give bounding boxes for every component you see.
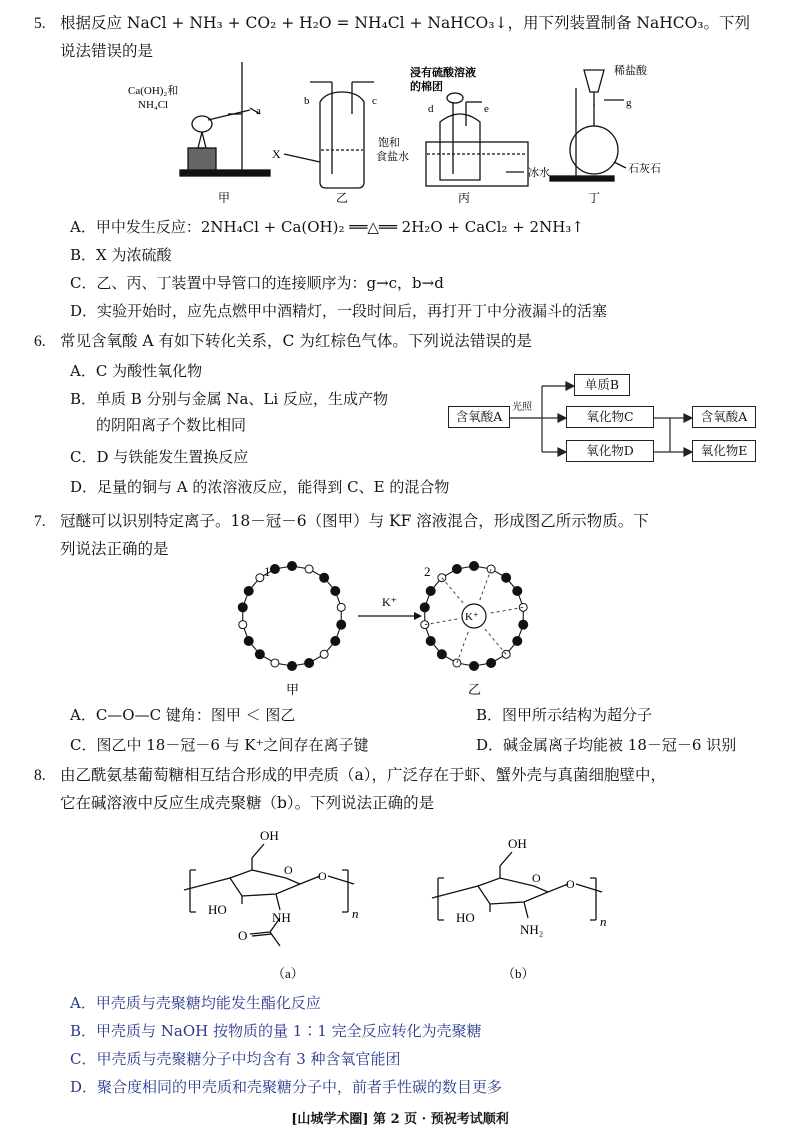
oxygen-atom: [239, 621, 247, 629]
q5-option-b: B．X 为浓硫酸: [70, 246, 172, 264]
q5-label-b: b: [304, 95, 310, 107]
q7-crown-ether-figure: [230, 560, 560, 700]
q5-apparatus-figure: [110, 62, 700, 210]
oxygen-atom: [438, 574, 446, 582]
q5-label-brine2: 食盐水: [376, 151, 409, 163]
q6-option-d: D．足量的铜与 A 的浓溶液反应，能得到 C、E 的混合物: [70, 478, 450, 496]
carbon-atom: [502, 573, 511, 582]
q8-structures-figure: [176, 818, 636, 984]
q5-label-X: X: [272, 147, 281, 161]
q7-center-kplus: K⁺: [465, 611, 479, 623]
q8b-ho: HO: [456, 910, 475, 925]
carbon-atom: [452, 565, 461, 574]
q6-option-b: B．单质 B 分别与金属 Na、Li 反应，生成产物: [70, 390, 388, 408]
coordination-bond: [489, 607, 523, 613]
q5-label-hcl: 稀盐酸: [614, 65, 647, 77]
q5-caption-bing: 丙: [458, 191, 471, 205]
oxygen-atom: [320, 650, 328, 658]
q6-option-b-cont: 的阴阳离子个数比相同: [96, 416, 247, 434]
carbon-atom: [487, 658, 496, 667]
q7-number: 7.: [34, 513, 46, 530]
q7-caption-jia: 甲: [286, 682, 300, 697]
q8-caption-b: （b）: [502, 966, 535, 981]
oxygen-atom: [502, 650, 510, 658]
q8a-carbonyl-o: O: [238, 928, 248, 943]
carbon-atom: [331, 587, 340, 596]
q6-box-oxide-c: 氧化物C: [566, 406, 654, 428]
q5-label-limestone: 石灰石: [628, 163, 661, 175]
coordination-bond: [457, 630, 469, 663]
q7-arrow-kplus: K⁺: [382, 595, 397, 609]
carbon-atom: [288, 662, 297, 671]
q5-label-e: e: [484, 103, 489, 115]
q5-label-jia-reagent2: NH₄Cl: [138, 99, 169, 111]
q6-box-acid-a: 含氧酸A: [448, 406, 510, 428]
carbon-atom: [288, 562, 297, 571]
q5-option-d: D．实验开始时，应先点燃甲中酒精灯，一段时间后，再打开丁中分液漏斗的活塞: [70, 302, 608, 320]
oxygen-atom: [256, 574, 264, 582]
coordination-bond: [479, 569, 491, 602]
carbon-atom: [426, 637, 435, 646]
q8a-link-o: O: [318, 869, 327, 883]
q6-box-oxide-d: 氧化物D: [566, 440, 654, 462]
q6-box-element-b: 单质B: [574, 374, 630, 396]
q5-stem-line2: 说法错误的是: [60, 42, 154, 60]
q8b-link-o: O: [566, 877, 575, 891]
q5-number: 5.: [34, 15, 46, 32]
q8-option-a: A．甲壳质与壳聚糖均能发生酯化反应: [70, 994, 321, 1012]
carbon-atom: [470, 562, 479, 571]
q8b-oh: OH: [508, 836, 527, 851]
carbon-atom: [238, 603, 247, 612]
carbon-atom: [519, 620, 528, 629]
q5-option-a: A．甲中发生反应：2NH₄Cl + Ca(OH)₂ ══△══ 2H₂O + CaCl₂ + 2NH₃↑: [70, 218, 584, 236]
q7-option-d: D．碱金属离子均能被 18－冠－6 识别: [476, 736, 737, 754]
carbon-atom: [426, 587, 435, 596]
q6-option-c: C．D 与铁能发生置换反应: [70, 448, 249, 466]
q5-label-brine1: 饱和: [378, 137, 400, 149]
coordination-bond: [425, 619, 459, 625]
carbon-atom: [420, 603, 429, 612]
q8a-ho: HO: [208, 902, 227, 917]
carbon-atom: [513, 587, 522, 596]
q8-option-c: C．甲壳质与壳聚糖分子中均含有 3 种含氧官能团: [70, 1050, 401, 1068]
q8-stem-line2: 它在碱溶液中反应生成壳聚糖（b）。下列说法正确的是: [60, 794, 435, 812]
carbon-atom: [331, 637, 340, 646]
page-footer: [山城学术圈] 第 2 页 · 预祝考试顺利: [291, 1112, 509, 1127]
q5-label-d: d: [428, 103, 434, 115]
q7-option-b: B．图甲所示结构为超分子: [476, 706, 653, 724]
q5-label-cotton1: 浸有硫酸溶液: [410, 67, 476, 79]
carbon-atom: [337, 620, 346, 629]
carbon-atom: [244, 587, 253, 596]
coordination-bond: [442, 578, 464, 605]
q7-stem-line1: 冠醚可以识别特定离子。18－冠－6（图甲）与 KF 溶液混合，形成图乙所示物质。下: [60, 512, 649, 530]
carbon-atom: [470, 662, 479, 671]
q7-stem-line2: 列说法正确的是: [60, 540, 169, 558]
carbon-atom: [305, 658, 314, 667]
carbon-atom: [513, 637, 522, 646]
q5-label-a: a: [256, 105, 261, 117]
q5-label-cotton2: 的棉团: [410, 81, 443, 93]
crown-ether-ring-jia: [238, 562, 345, 671]
q6-number: 6.: [34, 333, 46, 350]
q8a-n-subscript: n: [352, 906, 359, 921]
oxygen-atom: [305, 565, 313, 573]
q5-caption-ding: 丁: [588, 191, 601, 205]
q5-option-c: C．乙、丙、丁装置中导管口的连接顺序为：g→c，b→d: [70, 274, 444, 292]
q6-stem: 常见含氧酸 A 有如下转化关系，C 为红棕色气体。下列说法错误的是: [60, 332, 532, 350]
q6-option-a: A．C 为酸性氧化物: [70, 362, 203, 380]
q8b-ring-o: O: [532, 871, 541, 885]
q8-option-b: B．甲壳质与 NaOH 按物质的量 1∶1 完全反应转化为壳聚糖: [70, 1022, 482, 1040]
q8b-n-subscript: n: [600, 914, 607, 929]
q5-caption-yi: 乙: [336, 191, 349, 205]
oxygen-atom: [271, 659, 279, 667]
q5-label-c: c: [372, 95, 377, 107]
q7-option-a: A．C—O—C 键角：图甲 ＜ 图乙: [70, 706, 296, 724]
carbon-atom: [320, 573, 329, 582]
q5-label-icewater: 冰水: [528, 167, 550, 179]
q8b-nh2: NH₂: [520, 922, 544, 937]
oxygen-atom: [337, 603, 345, 611]
q7-label-1: 1: [264, 564, 271, 579]
q6-box-oxide-e: 氧化物E: [692, 440, 756, 462]
q5-caption-jia: 甲: [218, 191, 231, 205]
q6-box-acid-a2: 含氧酸A: [692, 406, 756, 428]
q8-number: 8.: [34, 767, 46, 784]
q7-caption-yi: 乙: [468, 682, 482, 697]
q5-stem-line1: 根据反应 NaCl + NH₃ + CO₂ + H₂O = NH₄Cl + NaHCO₃↓，用下列装置制备 NaHCO₃。下列: [60, 14, 750, 32]
q8a-oh: OH: [260, 828, 279, 843]
q5-label-jia-reagent1: Ca(OH)₂和: [128, 85, 179, 97]
q6-label-light: 光照: [512, 402, 532, 413]
q7-option-c: C．图乙中 18－冠－6 与 K⁺之间存在离子键: [70, 736, 369, 754]
q5-label-g: g: [626, 97, 632, 109]
carbon-atom: [437, 650, 446, 659]
q8-caption-a: （a）: [272, 966, 304, 981]
q8-stem-line1: 由乙酰氨基葡萄糖相互结合形成的甲壳质（a），广泛存在于虾、蟹外壳与真菌细胞壁中，: [60, 766, 666, 784]
q8a-ring-o: O: [284, 863, 293, 877]
carbon-atom: [255, 650, 264, 659]
carbon-atom: [244, 637, 253, 646]
carbon-atom: [270, 565, 279, 574]
q7-label-2: 2: [424, 564, 431, 579]
coordination-bond: [484, 627, 506, 654]
q8a-nh: NH: [272, 910, 291, 925]
q8-option-d: D．聚合度相同的甲壳质和壳聚糖分子中，前者手性碳的数目更多: [70, 1078, 503, 1096]
